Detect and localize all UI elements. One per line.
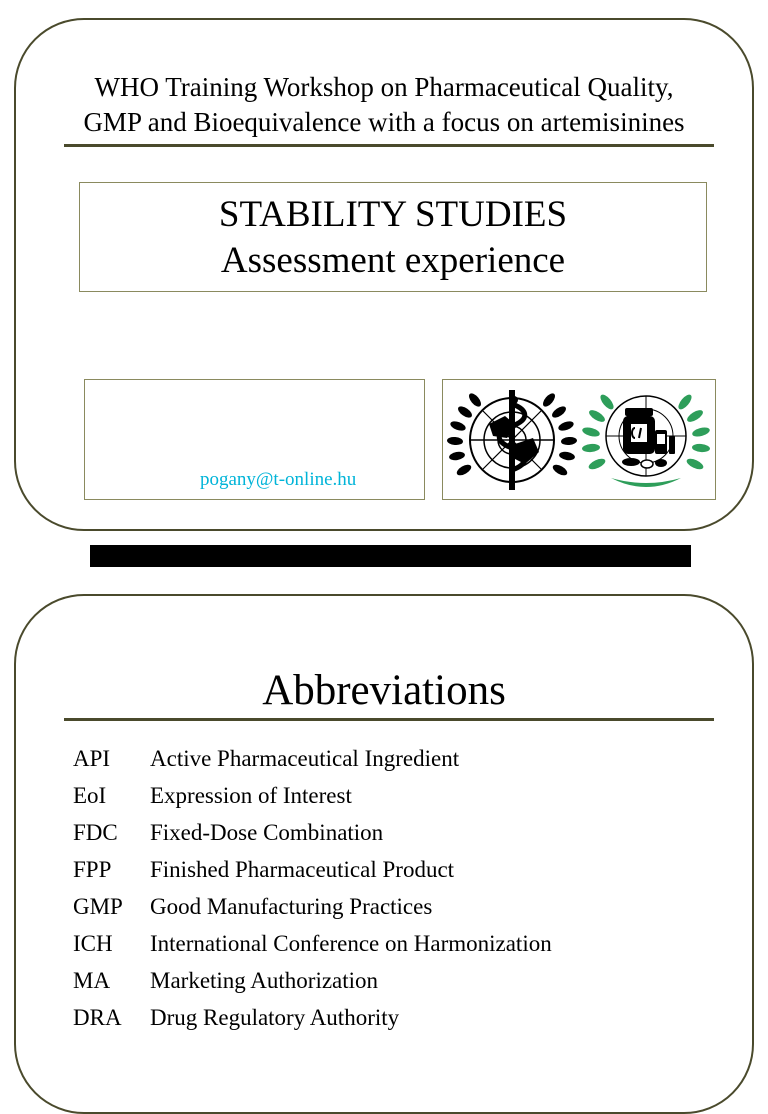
abbr-meaning: Fixed-Dose Combination — [150, 820, 384, 845]
slide-subtitle: Assessment experience — [220, 240, 566, 281]
abbr-code: EoI — [73, 783, 107, 808]
list-item — [73, 777, 552, 814]
list-item — [73, 999, 552, 1036]
abbreviations-list — [73, 740, 552, 1036]
abbr-code: FDC — [73, 820, 118, 845]
title-slide — [14, 18, 754, 531]
abbr-meaning: Expression of Interest — [150, 783, 352, 808]
abbr-code: ICH — [73, 931, 113, 956]
abbr-code: API — [73, 746, 111, 771]
logo-box — [442, 379, 716, 500]
abbr-meaning: Good Manufacturing Practices — [150, 894, 433, 919]
list-item — [73, 851, 552, 888]
title-box — [79, 182, 707, 292]
abbreviations-slide — [14, 594, 754, 1114]
abbr-code: DRA — [73, 1005, 122, 1030]
abbr-meaning: Marketing Authorization — [150, 968, 379, 993]
list-item — [73, 888, 552, 925]
header-line-2: GMP and Bioequivalence with a focus on artemisinines — [83, 107, 685, 137]
header-line-1: WHO Training Workshop on Pharmaceutical Quality, — [94, 72, 674, 102]
abbr-meaning: International Conference on Harmonization — [150, 931, 552, 956]
un-medicine-emblem-icon — [581, 386, 711, 494]
list-item — [73, 740, 552, 777]
list-item — [73, 925, 552, 962]
list-item — [73, 814, 552, 851]
list-item — [73, 962, 552, 999]
abbr-meaning: Active Pharmaceutical Ingredient — [150, 746, 460, 771]
who-emblem-icon — [447, 386, 577, 494]
abbreviations-title: Abbreviations — [262, 667, 506, 714]
slide-title: STABILITY STUDIES — [218, 194, 568, 235]
slide-divider — [90, 545, 691, 567]
abbr-code: GMP — [73, 894, 123, 919]
workshop-header — [16, 70, 752, 140]
abbr-code: FPP — [73, 857, 112, 882]
author-box — [84, 379, 425, 500]
abbr-meaning: Finished Pharmaceutical Product — [150, 857, 455, 882]
abbreviations-rule — [64, 718, 714, 721]
abbr-code: MA — [73, 968, 111, 993]
header-rule — [64, 144, 714, 147]
abbr-meaning: Drug Regulatory Authority — [150, 1005, 400, 1030]
email-link[interactable]: pogany@t-online.hu — [200, 469, 357, 490]
